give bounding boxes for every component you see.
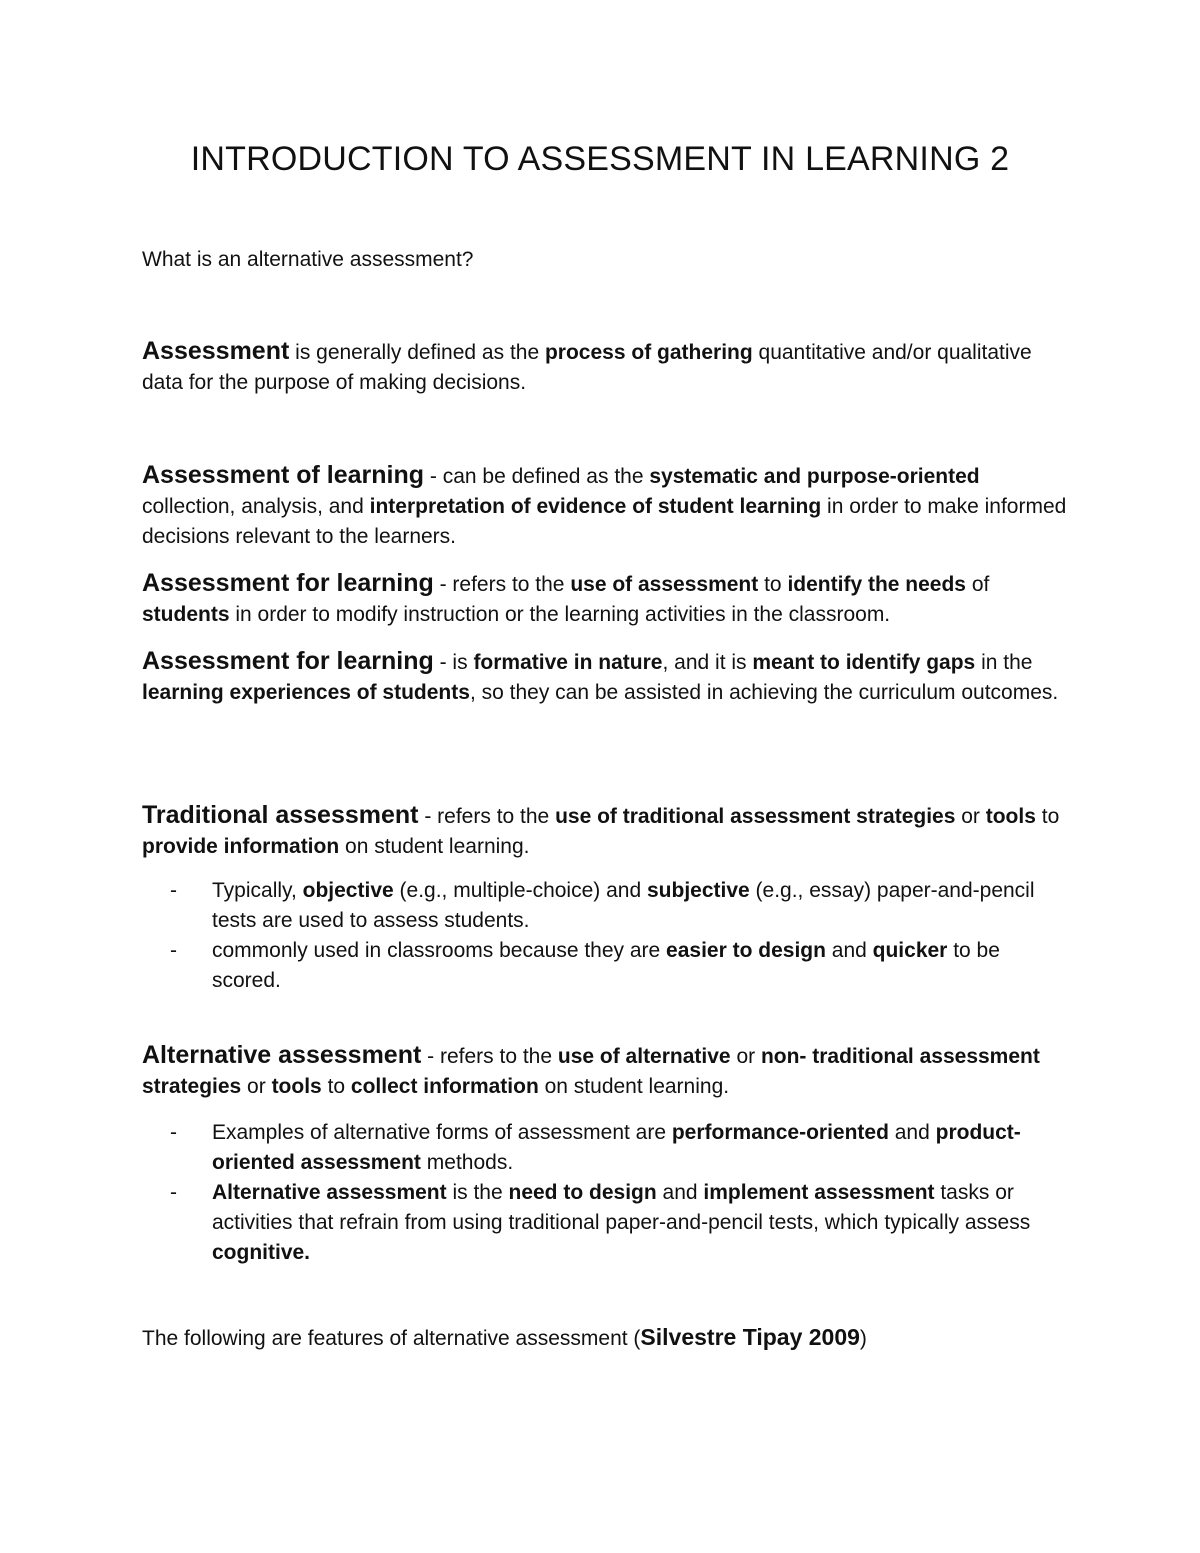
list-dash: -	[170, 1121, 177, 1144]
bold-run: cognitive.	[212, 1241, 311, 1264]
text-run: - refers to the	[433, 573, 571, 596]
text-run: to	[321, 1075, 351, 1098]
text-run: or	[955, 805, 986, 828]
text-run: to	[1035, 805, 1060, 828]
list-dash: -	[170, 939, 177, 962]
bold-run: performance-oriented	[671, 1121, 889, 1144]
paragraph-assessment-for-learning-1	[142, 568, 1072, 630]
bold-run: non- traditional assessment strategies	[142, 1045, 1040, 1098]
citation: Silvestre Tipay 2009	[640, 1324, 860, 1350]
bold-run: tools	[271, 1075, 322, 1098]
term-assessment-of-learning: Assessment of learning	[142, 461, 425, 489]
bold-run: objective	[302, 879, 394, 902]
text-run: on student learning.	[538, 1075, 730, 1098]
text-run: and	[825, 939, 873, 962]
bold-run: process of gathering	[544, 341, 753, 364]
term-assessment-for-learning: Assessment for learning	[142, 569, 434, 597]
bold-run: use of traditional assessment strategies	[555, 805, 956, 828]
term-assessment: Assessment	[142, 337, 290, 365]
text-run: Typically,	[212, 879, 303, 902]
text-run: - can be defined as the	[424, 465, 650, 488]
question-text: What is an alternative assessment?	[142, 248, 474, 271]
features-intro-line	[142, 1324, 867, 1351]
text-run: or	[241, 1075, 272, 1098]
text-run: tasks or activities that refrain from using traditional paper-and-pencil tests, which typically assess	[212, 1181, 1031, 1234]
list-item	[170, 876, 1070, 936]
bold-run: provide information	[142, 835, 340, 858]
bold-run: tools	[985, 805, 1036, 828]
text-run: quantitative and/or qualitative data for the purpose of making decisions.	[142, 341, 1032, 394]
text-run: collection, analysis, and	[142, 495, 370, 518]
bold-run: use of alternative	[557, 1045, 731, 1068]
bold-run: formative in nature	[473, 651, 663, 674]
bold-run: learning experiences of students	[142, 681, 470, 704]
list-item	[170, 1118, 1070, 1178]
bold-run: identify the needs	[787, 573, 966, 596]
bold-run: interpretation of evidence of student learning	[369, 495, 822, 518]
text-run: The following are features of alternative assessment (	[142, 1327, 641, 1350]
text-run: is the	[446, 1181, 509, 1204]
bold-run: implement assessment	[703, 1181, 935, 1204]
bold-run: easier to design	[666, 939, 826, 962]
bold-run: subjective	[646, 879, 750, 902]
bold-run: students	[142, 603, 230, 626]
text-run: , so they can be assisted in achieving the curriculum outcomes.	[469, 681, 1059, 704]
text-run: to be scored.	[212, 939, 1000, 992]
text-run: of	[965, 573, 990, 596]
text-run: - is	[433, 651, 474, 674]
text-run: in order to make informed decisions relevant to the learners.	[142, 495, 1067, 548]
bold-run: systematic and purpose-oriented	[649, 465, 980, 488]
alternative-assessment-list	[170, 1118, 1070, 1268]
page-title: INTRODUCTION TO ASSESSMENT IN LEARNING 2	[190, 140, 1010, 178]
paragraph-assessment-of-learning	[142, 460, 1072, 552]
text-run: or	[730, 1045, 761, 1068]
term-traditional-assessment: Traditional assessment	[142, 801, 419, 829]
text-run: is generally defined as the	[289, 341, 545, 364]
list-item	[170, 936, 1070, 996]
term-assessment-for-learning: Assessment for learning	[142, 647, 434, 675]
paragraph-assessment-for-learning-2	[142, 646, 1072, 708]
bold-run: quicker	[872, 939, 948, 962]
list-item	[170, 1178, 1070, 1268]
text-run: on student learning.	[339, 835, 530, 858]
text-run: )	[859, 1327, 867, 1350]
text-run: commonly used in classrooms because they are	[212, 939, 667, 962]
term-alternative-assessment: Alternative assessment	[142, 1041, 422, 1069]
text-run: (e.g., multiple-choice) and	[393, 879, 647, 902]
bold-run: meant to identify gaps	[752, 651, 976, 674]
text-run: - refers to the	[421, 1045, 558, 1068]
text-run: in the	[975, 651, 1033, 674]
list-dash: -	[170, 879, 177, 902]
paragraph-alternative-assessment	[142, 1040, 1072, 1102]
bold-run: collect information	[350, 1075, 539, 1098]
text-run: (e.g., essay) paper-and-pencil tests are used to assess students.	[212, 879, 1035, 932]
paragraph-assessment	[142, 336, 1072, 398]
bold-run: need to design	[508, 1181, 657, 1204]
text-run: to	[758, 573, 788, 596]
text-run: in order to modify instruction or the learning activities in the classroom.	[229, 603, 891, 626]
bold-run: use of assessment	[570, 573, 759, 596]
paragraph-traditional-assessment	[142, 800, 1072, 862]
bold-run: Alternative assessment	[212, 1181, 447, 1204]
text-run: and	[888, 1121, 936, 1144]
text-run: Examples of alternative forms of assessment are	[212, 1121, 672, 1144]
bold-run: product-oriented assessment	[212, 1121, 1021, 1174]
list-dash: -	[170, 1181, 177, 1204]
text-run: - refers to the	[418, 805, 556, 828]
traditional-assessment-list	[170, 876, 1070, 996]
text-run: methods.	[420, 1151, 514, 1174]
text-run: , and it is	[662, 651, 753, 674]
text-run: and	[656, 1181, 704, 1204]
